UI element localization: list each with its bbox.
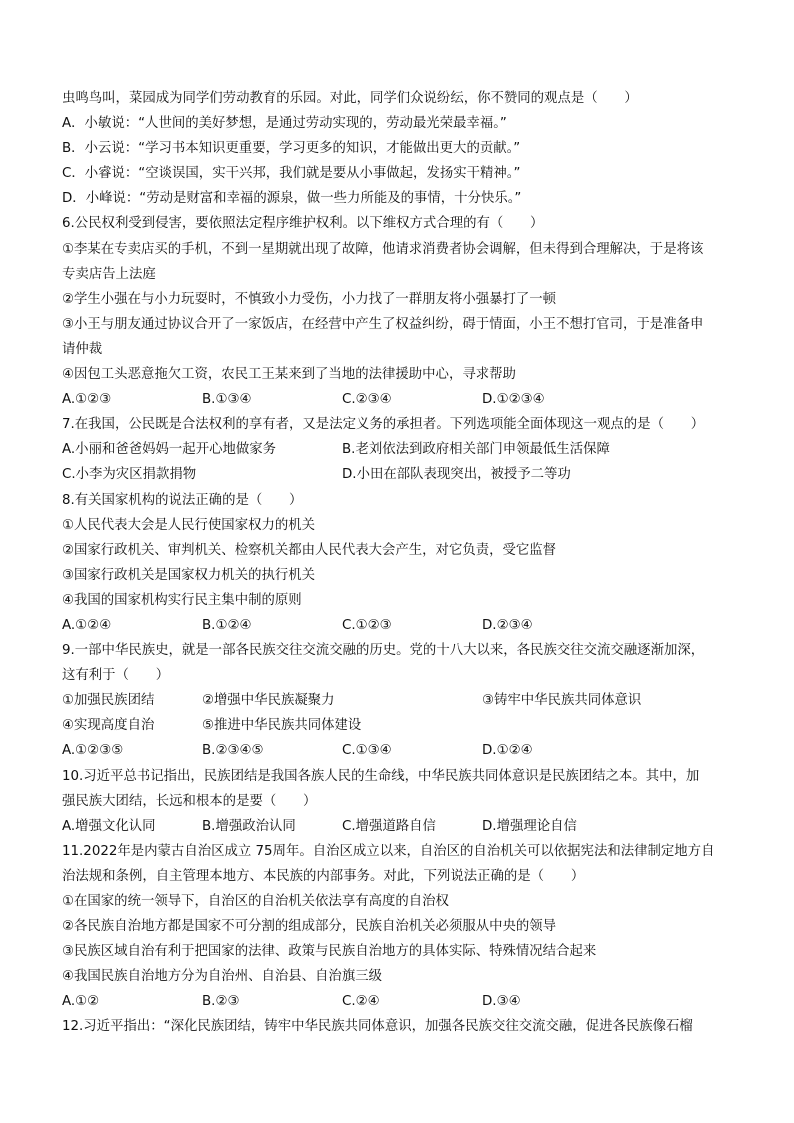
q9-statement-5: ⑤推进中华民族共同体建设 xyxy=(202,718,362,734)
q6-statement-4: ④因包工头恶意拖欠工资，农民工王某来到了当地的法律援助中心，寻求帮助 xyxy=(62,367,516,383)
q6-statement-2: ②学生小强在与小力玩耍时，不慎致小力受伤，小力找了一群朋友将小强暴打了一顿 xyxy=(62,291,557,307)
q11-option-b: B.②③ xyxy=(202,994,240,1010)
q8-statement-1: ①人民代表大会是人民行使国家权力的机关 xyxy=(62,517,316,533)
q8-option-a: A.①②④ xyxy=(62,617,112,633)
q7-options-row-2 xyxy=(62,462,742,487)
q6-option-a: A.①②③ xyxy=(62,392,112,408)
q8-option-c: C.①②③ xyxy=(342,617,392,633)
q9-option-a: A.①②③⑤ xyxy=(62,743,124,759)
q7-stem: 7.在我国，公民既是合法权利的享有者，又是法定义务的承担者。下列选项能全面体现这一观点的是（ ） xyxy=(62,417,705,433)
q10-options xyxy=(62,814,742,839)
q6-option-c: C.②③④ xyxy=(342,392,392,408)
q5-stem: 虫鸣鸟叫，菜园成为同学们劳动教育的乐园。对此，同学们众说纷纭，你不赞同的观点是（ ） xyxy=(62,91,638,106)
q7-option-a: A.小丽和爸爸妈妈一起开心地做家务 xyxy=(62,442,277,458)
q11-stem-cont: 治法规和条例，自主管理本地方、本民族的内部事务。对此，下列说法正确的是（ ） xyxy=(62,868,585,884)
q11-option-d: D.③④ xyxy=(482,994,521,1010)
q7-option-c: C.小李为灾区捐款捐物 xyxy=(62,467,197,483)
q8-statement-2: ②国家行政机关、审判机关、检察机关都由人民代表大会产生，对它负责，受它监督 xyxy=(62,542,557,558)
q6-option-b: B.①③④ xyxy=(202,392,252,408)
q5-option-c: C．小睿说：“空谈误国，实干兴邦，我们就是要从小事做起，发扬实干精神。” xyxy=(62,166,521,182)
q6-statement-1: ①李某在专卖店买的手机，不到一星期就出现了故障，他请求消费者协会调解，但未得到合理解决，于是将该 xyxy=(62,241,704,257)
q8-statement-3: ③国家行政机关是国家权力机关的执行机关 xyxy=(62,567,316,583)
q9-option-c: C.①③④ xyxy=(342,743,392,759)
q6-stem: 6.公民权利受到侵害，要依照法定程序维护权利。以下维权方式合理的有（ ） xyxy=(62,216,544,232)
q6-statement-3: ③小王与朋友通过协议合开了一家饭店，在经营中产生了权益纠纷，碍于情面，小王不想打官司，于是准备申 xyxy=(62,316,704,332)
q9-options xyxy=(62,738,742,763)
q9-statement-4: ④实现高度自治 xyxy=(62,718,155,734)
q10-option-c: C.增强道路自信 xyxy=(342,818,436,834)
q9-statement-3: ③铸牢中华民族共同体意识 xyxy=(482,693,642,709)
q11-options xyxy=(62,989,742,1014)
q7-option-d: D.小田在部队表现突出，被授予二等功 xyxy=(342,467,571,483)
q11-statement-2: ②各民族自治地方都是国家不可分割的组成部分，民族自治机关必须服从中央的领导 xyxy=(62,919,557,935)
q8-statement-4: ④我国的国家机构实行民主集中制的原则 xyxy=(62,592,302,608)
q9-statements-row-2 xyxy=(62,713,742,738)
q6-option-d: D.①②③④ xyxy=(482,392,545,408)
q5-option-a: A．小敏说：“人世间的美好梦想，是通过劳动实现的，劳动最光荣最幸福。” xyxy=(62,116,507,132)
q10-option-d: D.增强理论自信 xyxy=(482,818,577,834)
q11-option-a: A.①② xyxy=(62,994,100,1010)
q9-statement-1: ①加强民族团结 xyxy=(62,693,155,709)
exam-page xyxy=(62,86,742,1040)
q7-option-b: B.老刘依法到政府相关部门申领最低生活保障 xyxy=(342,442,610,458)
q6-statement-3-cont: 请仲裁 xyxy=(62,341,103,357)
q11-statement-1: ①在国家的统一领导下，自治区的自治机关依法享有高度的自治权 xyxy=(62,894,449,909)
q7-options-row-1 xyxy=(62,437,742,462)
q9-option-b: B.②③④⑤ xyxy=(202,743,264,759)
q10-stem: 10.习近平总书记指出，民族团结是我国各族人民的生命线，中华民族共同体意识是民族团结之本。其中，加 xyxy=(62,768,700,784)
q10-option-b: B.增强政治认同 xyxy=(202,818,296,834)
q9-stem: 9.一部中华民族史，就是一部各民族交往交流交融的历史。党的十八大以来，各民族交往交流交融逐渐加深， xyxy=(62,643,705,659)
q8-option-b: B.①②④ xyxy=(202,617,252,633)
q11-statement-3: ③民族区域自治有利于把国家的法律、政策与民族自治地方的具体实际、特殊情况结合起来 xyxy=(62,944,597,960)
q8-options xyxy=(62,613,742,638)
q10-option-a: A.增强文化认同 xyxy=(62,818,156,834)
q6-options xyxy=(62,387,742,412)
q11-statement-4: ④我国民族自治地方分为自治州、自治县、自治旗三级 xyxy=(62,969,382,985)
q8-option-d: D.②③④ xyxy=(482,617,533,633)
q10-stem-cont: 强民族大团结，长远和根本的是要（ ） xyxy=(62,793,317,809)
q9-statements-row-1 xyxy=(62,688,742,713)
q12-stem: 12.习近平指出：“深化民族团结，铸牢中华民族共同体意识，加强各民族交往交流交融，促进各民族像石榴 xyxy=(62,1019,693,1035)
q9-stem-cont: 这有利于（ ） xyxy=(62,668,170,684)
q9-option-d: D.①②④ xyxy=(482,743,533,759)
q5-option-d: D．小峰说：“劳动是财富和幸福的源泉，做一些力所能及的事情，十分快乐。” xyxy=(62,191,522,207)
q5-option-b: B．小云说：“学习书本知识更重要，学习更多的知识，才能做出更大的贡献。” xyxy=(62,141,521,157)
q6-statement-1-cont: 专卖店告上法庭 xyxy=(62,266,156,282)
q9-statement-2: ②增强中华民族凝聚力 xyxy=(202,693,335,709)
q11-option-c: C.②④ xyxy=(342,994,380,1010)
q11-stem: 11.2022年是内蒙古自治区成立 75周年。自治区成立以来，自治区的自治机关可以依据宪法和法律制定地方自 xyxy=(62,843,715,859)
q8-stem: 8.有关国家机构的说法正确的是（ ） xyxy=(62,492,303,508)
